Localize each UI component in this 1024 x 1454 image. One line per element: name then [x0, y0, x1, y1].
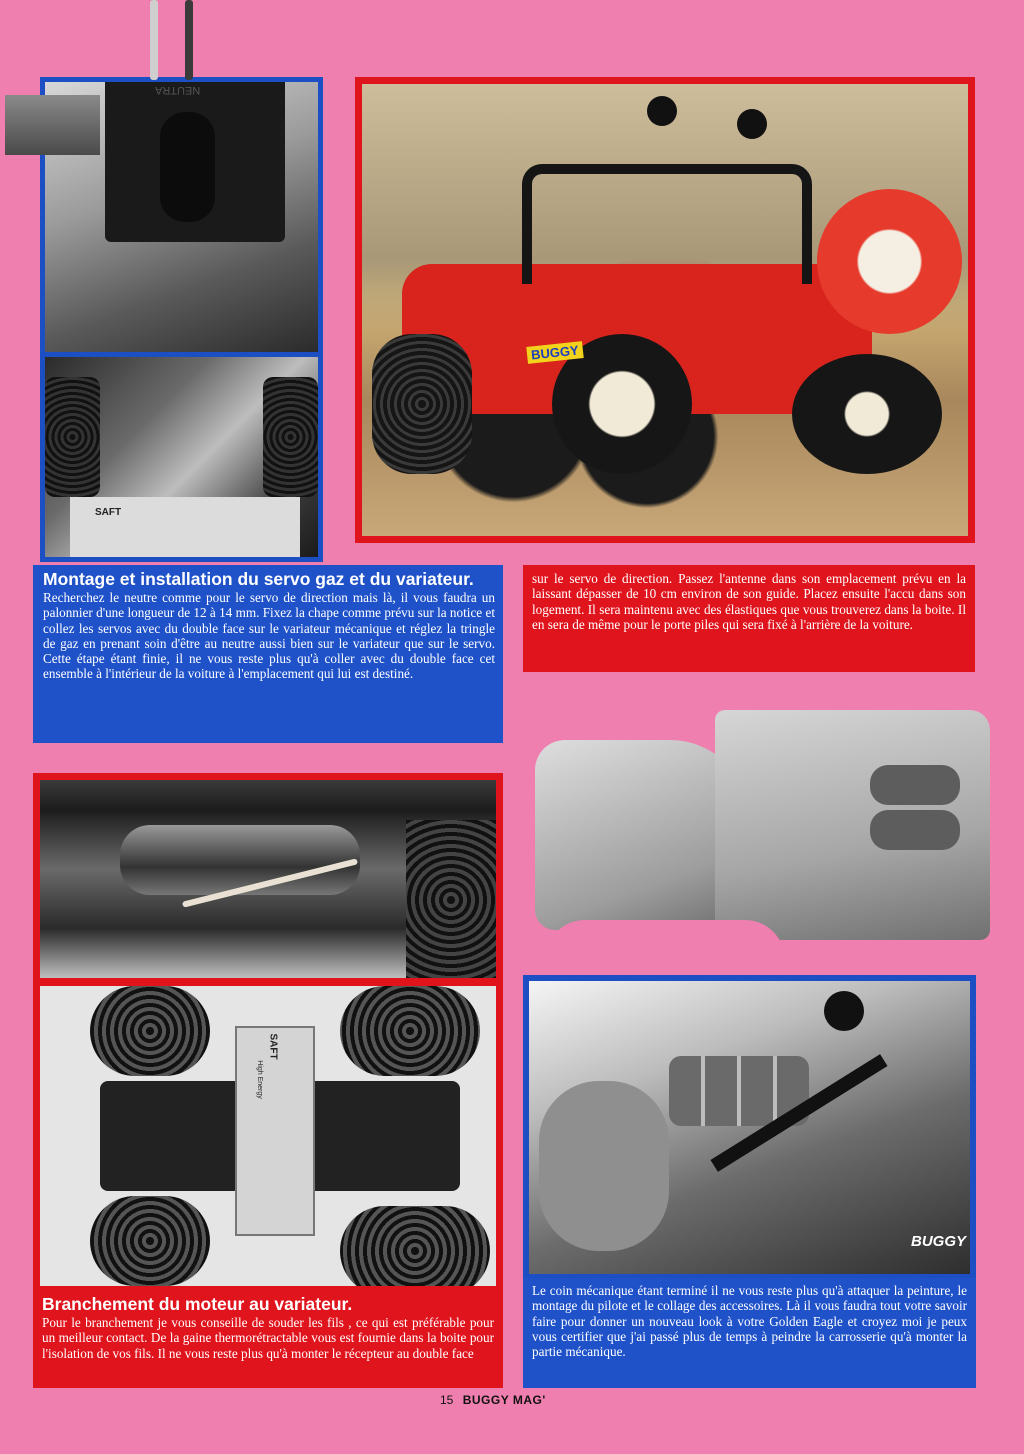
battery-label-2: SAFT	[267, 1033, 279, 1060]
chassis-top-photo	[40, 986, 496, 1286]
antenne-text: sur le servo de direction. Passez l'antenne dans son emplacement prévu en la laissant dépasser de 10 cm environ de son guide. Placez ensuite l'accu dans son logement. Il sera maintenu avec des élastiques que vous trouverez dans la boite. Il en sera de même pour le porte piles qui sera fixé à l'arrière de la voiture.	[532, 571, 966, 632]
branchement-box	[33, 1290, 503, 1388]
page-number: 15	[440, 1393, 454, 1407]
servo-gaz-text: Recherchez le neutre comme pour le servo de direction mais là, il vous faudra un palonnier d'une longueur de 12 à 14 mm. Fixez la chape comme prévu sur la notice et collez les servos avec du double face sur le variateur mécanique et réglez la tringle de gaz en prenant soin d'être au neutre aussi bien sur le variateur que sur le servo. Cette étape étant finie, il ne vous reste plus qu'à coller avec du double face cet ensemble à l'intérieur de la voiture à l'emplacement qui lui est destiné.	[43, 590, 495, 682]
chassis-photo-frame	[40, 357, 323, 562]
magazine-name: BUGGY MAG'	[462, 1393, 546, 1407]
branchement-text: Pour le branchement je vous conseille de souder les fils , ce qui est préférable pour un meilleur contact. De la gaine thermorétractable vous est fournie dans la boite pour l'isolation de vos fils. Il ne vous reste plus qu'à monter le récepteur au double face	[42, 1315, 494, 1361]
battery-sub-label: High Energy	[255, 1060, 263, 1099]
body-sticker: BUGGY	[910, 1233, 966, 1250]
page-footer	[440, 1393, 546, 1407]
motor-photo-frame	[33, 773, 503, 985]
body-shell-photo	[535, 710, 990, 965]
servo-gaz-box	[33, 565, 503, 743]
servo-gaz-title: Montage et installation du servo gaz et du variateur.	[43, 569, 474, 589]
battery-label: SAFT	[95, 507, 122, 518]
branchement-title: Branchement du moteur au variateur.	[42, 1294, 353, 1314]
servo-bracket	[5, 95, 100, 155]
motor-photo	[40, 780, 496, 978]
coin-mecanique-box	[523, 1278, 976, 1388]
engine-photo	[529, 981, 970, 1274]
chassis-top-photo-frame	[33, 983, 503, 1293]
coin-mecanique-text: Le coin mécanique étant terminé il ne vous reste plus qu'à attaquer la peinture, le montage du pilote et le collage des accessoires. Là il vous faudra tout votre savoir faire pour donner un nouveau look à votre Golden Eagle et croyez moi je peux vous certifier que j'ai passé plus de temps à peindre la carrosserie qu'à monter la partie mécanique.	[532, 1283, 967, 1360]
buggy-sticker: BUGGY	[526, 341, 583, 364]
jeep-main-photo	[362, 84, 968, 536]
servo-label: NEUTRA	[155, 84, 201, 96]
chassis-photo	[45, 357, 318, 557]
jeep-main-photo-frame	[355, 77, 975, 543]
antenne-box	[523, 565, 975, 672]
engine-photo-frame	[523, 975, 976, 1280]
